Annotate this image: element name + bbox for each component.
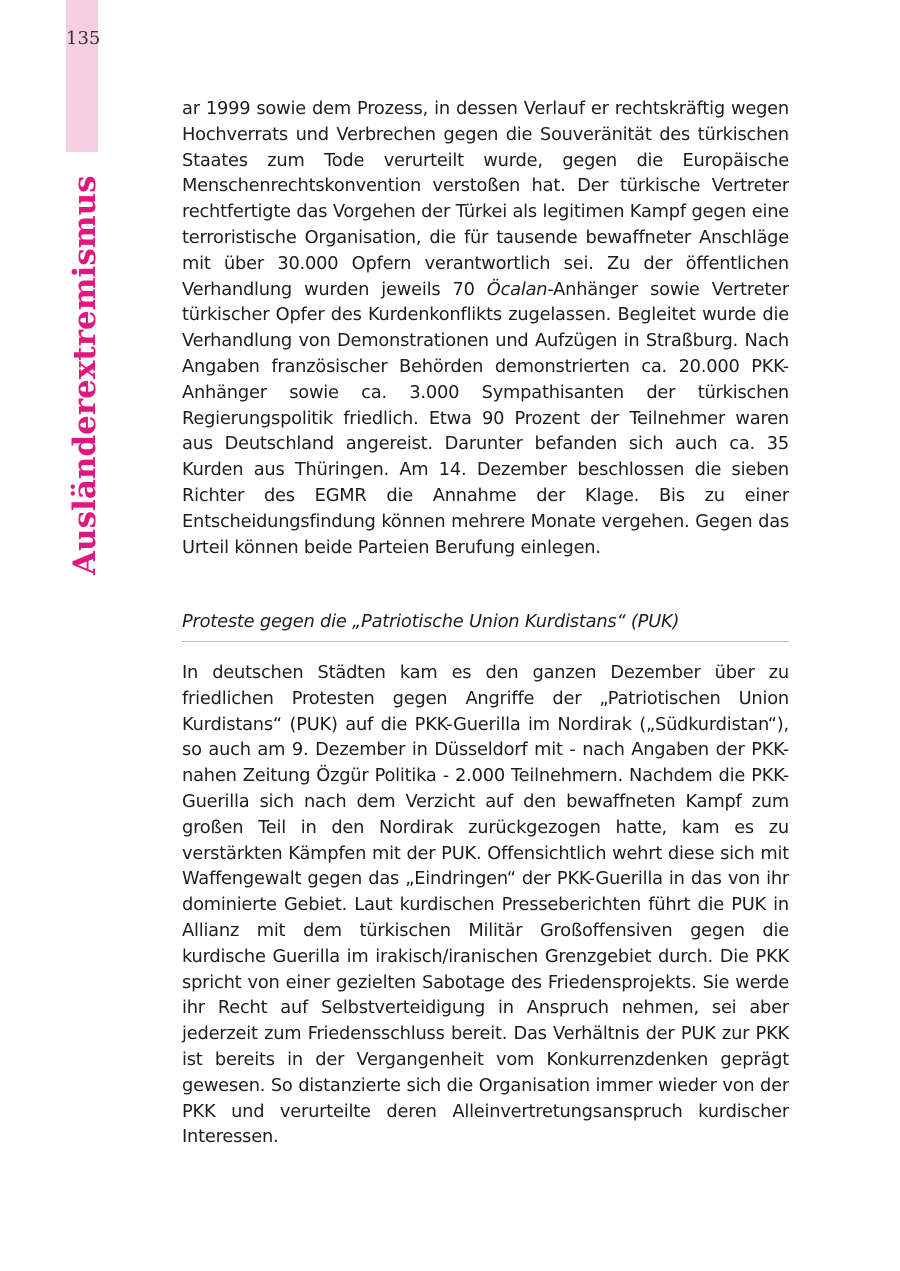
side-tab-marker <box>66 0 101 152</box>
body-paragraph-1 <box>182 96 789 560</box>
body-paragraph-2 <box>182 660 789 1150</box>
section-heading: Proteste gegen die „Patriotische Union Kurdistans“ (PUK) <box>182 609 789 642</box>
paragraph-2-text: In deutschen Städten kam es den ganzen Dezember über zu friedlichen Protesten gegen Angriffe der „Patriotischen Union Kurdistans“ (PUK) auf die PKK-Guerilla im Nordirak („Südkurdistan“), so auch am 9. Dezember in Düsseldorf mit - nach Angaben der PKK-nahen Zeitung Özgür Politika - 2.000 Teilnehmern. Nachdem die PKK-Guerilla sich nach dem Verzicht auf den bewaffneten Kampf zum großen Teil in den Nordirak zurückgezogen hatte, kam es zu verstärkten Kämpfen mit der PUK. Offensichtlich wehrt diese sich mit Waffengewalt gegen das „Eindringen“ der PKK-Guerilla in das von ihr dominierte Gebiet. Laut kurdischen Presseberichten führt die PUK in Allianz mit dem türkischen Militär Großoffensiven gegen die kurdische Guerilla im irakisch/iranischen Grenzgebiet durch. Die PKK spricht von einer gezielten Sabotage des Friedensprojekts. Sie werde ihr Recht auf Selbstverteidigung in Anspruch nehmen, sei aber jederzeit zum Friedensschluss bereit. Das Verhältnis der PUK zur PKK ist bereits in der Vergangenheit vom Konkurrenzdenken geprägt gewesen. So distanzierte sich die Organisation immer wieder von der PKK und verurteilte deren Alleinvertretungsanspruch kurdischer Interessen. <box>182 662 789 1148</box>
paragraph-1-text-b: -Anhänger sowie Vertreter türkischer Opfer des Kurdenkonflikts zugelassen. Begleitet wurde die Verhandlung von Demonstrationen und Aufzügen in Straßburg. Nach Angaben französischer Behörden demonstrierten ca. 20.000 PKK-Anhänger sowie ca. 3.000 Sympathisanten der türkischen Regierungspolitik friedlich. Etwa 90 Prozent der Teilnehmer waren aus Deutschland angereist. Darunter befanden sich auch ca. 35 Kurden aus Thüringen. Am 14. Dezember beschlossen die sieben Richter des EGMR die Annahme der Klage. Bis zu einer Entscheidungsfindung können mehrere Monate vergehen. Gegen das Urteil können beide Parteien Berufung einlegen. <box>182 278 790 558</box>
paragraph-1-text-a: ar 1999 sowie dem Prozess, in dessen Verlauf er rechtskräftig wegen Hochverrats und Verbrechen gegen die Souveränität des türkischen Staates zum Tode verurteilt wurde, gegen die Europäische Menschenrechtskonvention verstoßen hat. Der türkische Vertreter rechtfertigte das Vorgehen der Türkei als legitimen Kampf gegen eine terroristische Organisation, die für tausende bewaffneter Anschläge mit über 30.000 Opfern verantwortlich sei. Zu der öffentlichen Verhandlung wurden jeweils 70 <box>182 98 789 300</box>
section-side-title: Ausländerextremismus <box>67 175 103 575</box>
paragraph-1-italic-name: Öcalan <box>486 278 548 300</box>
page-number: 135 <box>66 28 101 49</box>
